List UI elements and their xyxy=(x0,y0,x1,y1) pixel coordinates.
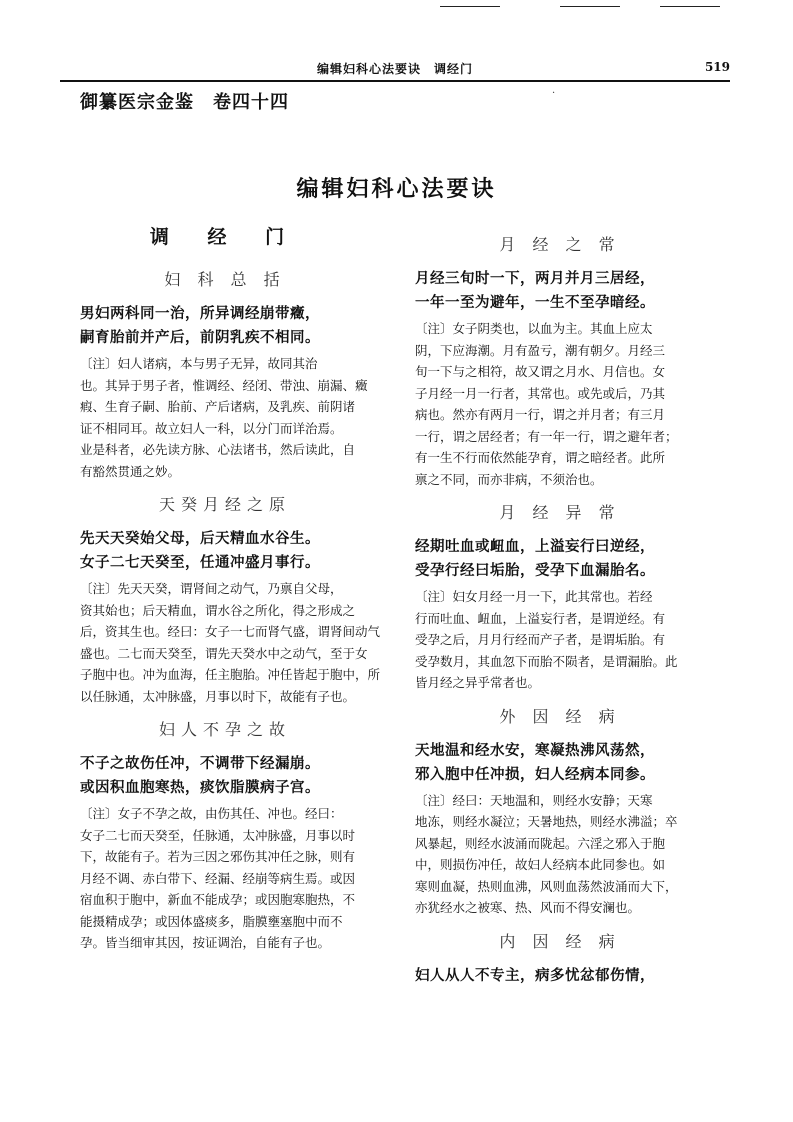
section xyxy=(415,500,705,694)
note-line: 中，则损伤冲任，故妇人经病本此同参也。如 xyxy=(415,857,666,872)
running-header-title: 编辑妇科心法要诀 调经门 xyxy=(316,62,473,76)
commentary-note xyxy=(415,586,705,694)
note-line: 宿血积于胞中，新血不能成孕；或因胞寒胞热，不 xyxy=(80,892,356,907)
note-line: 子月经一月一行者，其常也。或先或后，乃其 xyxy=(415,385,666,401)
commentary-note xyxy=(80,353,370,482)
note-line: 瘕、生育子嗣、胎前、产后诸病，及乳疾、前阴诸 xyxy=(80,399,356,414)
note-line: 阴，下应海潮。月有盈亏，潮有朝夕。月经三 xyxy=(415,342,666,358)
note-line: 〔注〕妇人诸病，本与男子无异，故同其治 xyxy=(80,356,318,371)
section-heading-tiaojing: 调 经 门 xyxy=(149,226,301,248)
commentary-note xyxy=(80,803,370,954)
section-title: 月 经 异 常 xyxy=(499,503,621,522)
section xyxy=(80,267,370,482)
note-line: 皆月经之异乎常者也。 xyxy=(415,675,541,690)
note-line: 证不相同耳。故立妇人一科，以分门而详治焉。 xyxy=(80,420,343,436)
verse-line: 妇人从人不专主，病多忧忿郁伤情， xyxy=(415,966,655,984)
verse-line: 嗣育胎前并产后，前阴乳疾不相同。 xyxy=(80,329,320,346)
section xyxy=(415,704,705,919)
verse xyxy=(80,527,370,575)
verse-line: 受孕行经曰垢胎，受孕下血漏胎名。 xyxy=(415,562,655,579)
note-line: 子胞中也。冲为血海，任主胞胎。冲任皆起于胞中，所 xyxy=(80,667,381,682)
note-line: 病也。然亦有两月一行，谓之并月者；有三月 xyxy=(415,407,666,422)
note-line: 孕。皆当细审其因，按证调治，自能有子也。 xyxy=(80,935,331,950)
left-column xyxy=(80,222,381,958)
note-line: 受孕之后，月月行经而产子者，是谓垢胎。有 xyxy=(415,632,666,647)
note-line: 受孕数月，其血忽下而胎不陨者，是谓漏胎。此 xyxy=(415,653,678,669)
note-line: 亦犹经水之被寒、热、风而不得安澜也。 xyxy=(415,900,641,915)
note-line: 旬一下与之相符，故又谓之月水、月信也。女 xyxy=(415,364,666,379)
left-sections xyxy=(80,267,381,954)
note-line: 以任脉通，太冲脉盛，月事以时下，故能有子也。 xyxy=(80,688,356,704)
verse xyxy=(80,752,370,800)
note-line: 能摄精成孕；或因体盛痰多，脂膜壅塞胞中而不 xyxy=(80,913,343,929)
verse-line: 或因积血胞寒热，痰饮脂膜病子宫。 xyxy=(80,779,320,796)
section xyxy=(415,232,705,490)
section-title: 妇人不孕之故 xyxy=(158,720,291,739)
note-line: 月经不调、赤白带下、经漏、经崩等病生焉。或因 xyxy=(80,870,356,886)
note-line: 资其始也；后天精血，谓水谷之所化，得之形成之 xyxy=(80,602,356,618)
commentary-note xyxy=(415,318,705,490)
note-line: 风暴起，则经水波涌而陇起。六淫之邪入于胞 xyxy=(415,835,666,851)
note-line: 〔注〕经曰：天地温和，则经水安静；天寒 xyxy=(415,792,653,808)
verse-line: 一年一至为避年，一生不至孕暗经。 xyxy=(415,294,655,311)
note-line: 一行，谓之居经者；有一年一行，谓之避年者； xyxy=(415,428,678,444)
verse-line: 女子二七天癸至，任通冲盛月事行。 xyxy=(80,554,320,571)
section-title: 月 经 之 常 xyxy=(499,235,621,254)
verse-line: 经期吐血或衄血，上溢妄行曰逆经， xyxy=(415,538,655,555)
section-title: 外 因 经 病 xyxy=(499,706,621,726)
verse-line: 天地温和经水安，寒凝热沸风荡然， xyxy=(415,741,655,759)
note-line: 下，故能有子。若为三因之邪伤其冲任之脉，则有 xyxy=(80,849,356,864)
section xyxy=(415,929,705,988)
note-line: 地冻，则经水凝泣；天暑地热，则经水沸溢；卒 xyxy=(415,814,678,829)
note-line: 〔注〕先天天癸，谓肾间之动气，乃禀自父母， xyxy=(80,581,343,596)
verse xyxy=(415,739,705,787)
verse-line: 不子之故伤任冲，不调带下经漏崩。 xyxy=(80,755,320,772)
note-line: 禀之不同，而亦非病，不须治也。 xyxy=(415,471,603,487)
note-line: 女子二七而天癸至，任脉通，太冲脉盛，月事以时 xyxy=(80,827,356,843)
scan-dot: · xyxy=(552,88,556,99)
verse-line: 男妇两科同一治，所异调经崩带癥， xyxy=(80,305,320,322)
commentary-note xyxy=(80,578,381,707)
note-line: 寒则血凝，热则血沸，风则血荡然波涌而大下， xyxy=(415,878,678,894)
section-title: 内 因 经 病 xyxy=(499,931,621,951)
right-column xyxy=(415,222,705,991)
commentary-note xyxy=(415,790,705,919)
page-number: 519 xyxy=(704,60,730,74)
section-title: 妇 科 总 括 xyxy=(164,270,286,289)
note-line: 也。其异于男子者，惟调经、经闭、带浊、崩漏、癥 xyxy=(80,377,368,393)
verse-line: 邪入胞中任冲损，妇人经病本同参。 xyxy=(415,765,655,783)
verse-line: 月经三旬时一下，两月并月三居经， xyxy=(415,270,655,287)
note-line: 有豁然贯通之妙。 xyxy=(80,463,181,479)
note-line: 后，资其生也。经曰：女子一七而肾气盛，谓肾间动气 xyxy=(80,624,381,639)
right-sections xyxy=(415,232,705,988)
verse xyxy=(80,302,370,350)
note-line: 盛也。二七而天癸至，谓先天癸水中之动气，至于女 xyxy=(80,645,368,661)
header-rule xyxy=(60,80,730,82)
verse xyxy=(415,535,705,583)
scan-top-rule-2 xyxy=(560,6,620,7)
note-line: 有一生不行而依然能孕育，谓之暗经者。此所 xyxy=(415,450,666,465)
note-line: 〔注〕女子阴类也，以血为主。其血上应太 xyxy=(415,321,653,336)
note-line: 行而吐血、衄血，上溢妄行者，是谓逆经。有 xyxy=(415,610,666,626)
running-header xyxy=(60,60,730,78)
section-title: 天癸月经之原 xyxy=(158,495,291,514)
verse-line: 先天天癸始父母，后天精血水谷生。 xyxy=(80,530,320,547)
book-title: 御纂医宗金鉴 卷四十四 xyxy=(80,92,289,113)
scan-top-rule-3 xyxy=(660,6,720,7)
verse xyxy=(415,267,705,315)
section xyxy=(80,717,370,954)
scan-top-rule-1 xyxy=(440,6,500,7)
verse xyxy=(415,964,705,988)
note-line: 〔注〕妇女月经一月一下，此其常也。若经 xyxy=(415,589,653,604)
note-line: 业是科者，必先读方脉、心法诸书，然后读此，自 xyxy=(80,442,356,457)
note-line: 〔注〕女子不孕之故，由伤其任、冲也。经曰： xyxy=(80,806,343,821)
chapter-title: 编辑妇科心法要诀 xyxy=(296,176,497,202)
section xyxy=(80,492,381,707)
